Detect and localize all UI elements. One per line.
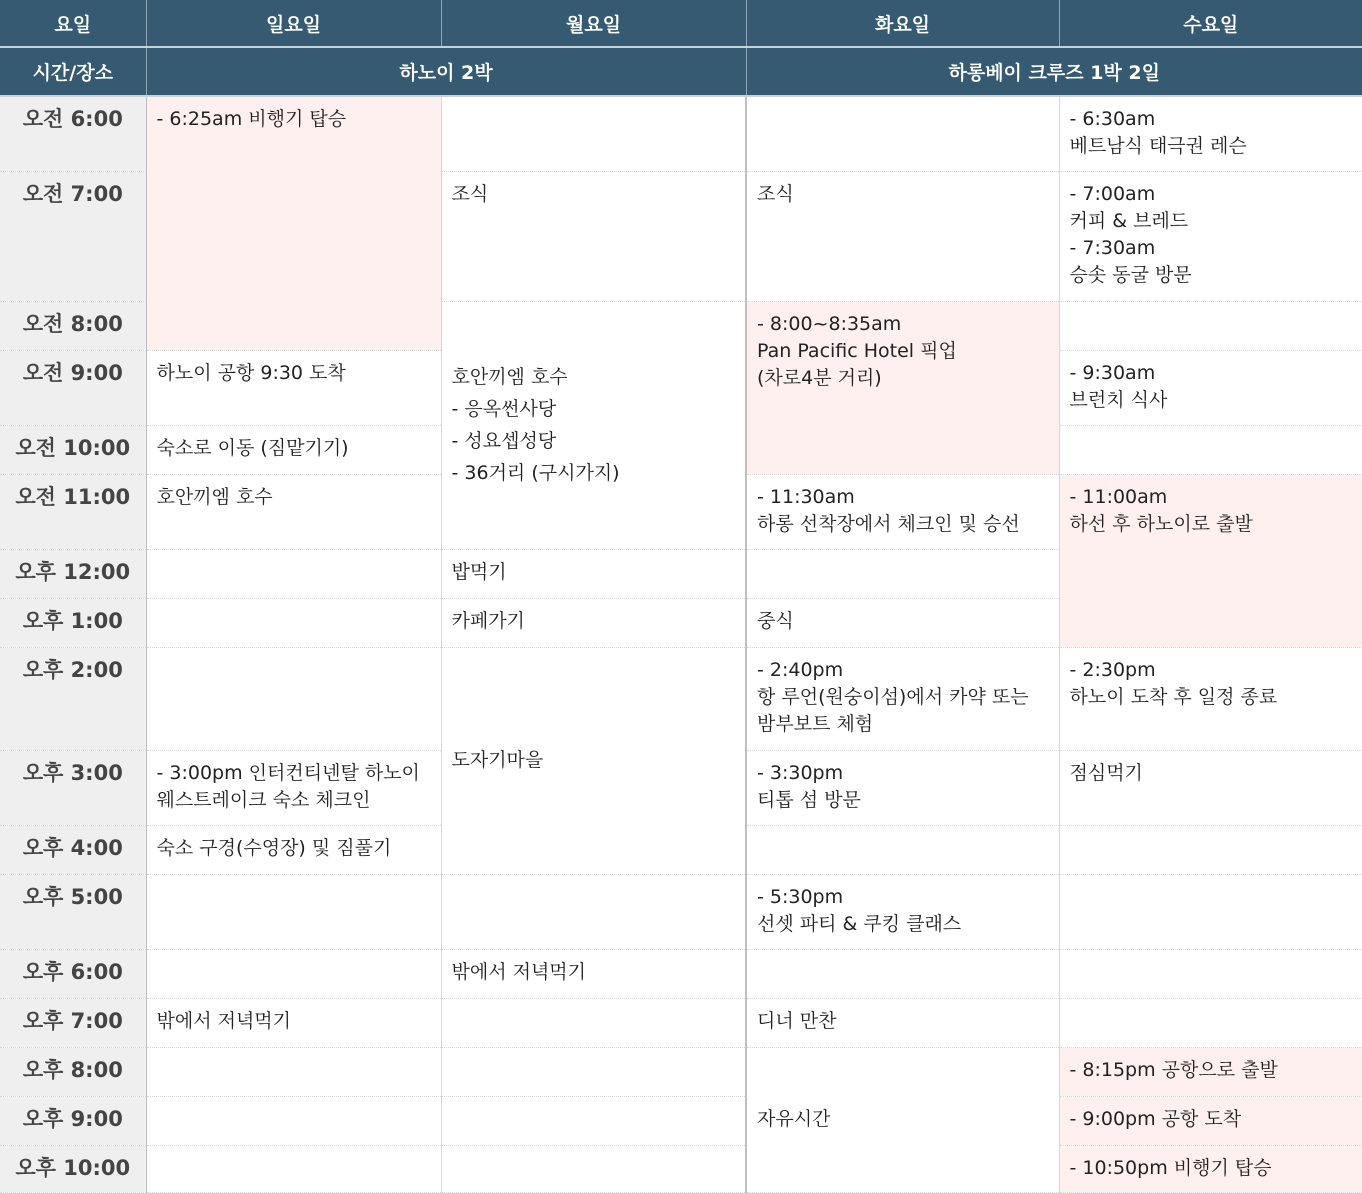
wed-airport-depart: - 8:15pm 공항으로 출발 (1059, 1047, 1362, 1096)
cruise-label: 하롱베이 크루즈 1박 2일 (746, 47, 1362, 96)
time-cell: 오전 10:00 (0, 425, 146, 474)
wed-empty (1059, 301, 1362, 350)
wed-depart (1059, 474, 1362, 647)
tue-titop (746, 750, 1059, 825)
sun-empty (146, 1096, 441, 1145)
time-cell: 오전 8:00 (0, 301, 146, 350)
tue-checkin-time: - 11:30am (757, 485, 855, 508)
time-cell: 오후 10:00 (0, 1145, 146, 1192)
time-cell: 오후 8:00 (0, 1047, 146, 1096)
mon-lake-title: 호안끼엠 호수 (451, 365, 568, 388)
day-label: 요일 (0, 0, 146, 47)
sun-explore: 숙소 구경(수영장) 및 짐풀기 (146, 825, 441, 874)
sun-dinner: 밖에서 저녁먹기 (146, 998, 441, 1047)
time-cell: 오후 3:00 (0, 750, 146, 825)
time-cell: 오후 5:00 (0, 874, 146, 949)
row-2200 (0, 1145, 1362, 1192)
mon-empty (441, 874, 746, 949)
wed-brunch (1059, 350, 1362, 425)
time-cell: 오전 7:00 (0, 171, 146, 301)
mon-empty (441, 1096, 746, 1145)
wed-depart-text: 하선 후 하노이로 출발 (1069, 512, 1253, 535)
row-1800 (0, 949, 1362, 998)
sun-empty (146, 874, 441, 949)
tue-kayak-text: 항 루언(원숭이섬)에서 카약 또는 밤부보트 체험 (757, 685, 1029, 735)
mon-breakfast: 조식 (441, 171, 746, 301)
row-1700 (0, 874, 1362, 949)
row-1900 (0, 998, 1362, 1047)
wed-empty (1059, 998, 1362, 1047)
tue-kayak-time: - 2:40pm (757, 658, 844, 681)
wed-cave-text: 승솟 동굴 방문 (1069, 263, 1192, 286)
wed-brunch-time: - 9:30am (1069, 361, 1156, 384)
sun-empty (146, 549, 441, 598)
tue-empty (746, 96, 1059, 171)
time-cell: 오후 12:00 (0, 549, 146, 598)
wed-end (1059, 647, 1362, 750)
day-monday: 월요일 (441, 0, 746, 47)
wed-coffee (1059, 171, 1362, 301)
mon-lunch: 밥먹기 (441, 549, 746, 598)
tue-titop-text: 티톱 섬 방문 (757, 788, 861, 811)
time-cell: 오전 6:00 (0, 96, 146, 171)
wed-coffee-text: 커피 & 브레드 (1069, 209, 1189, 232)
time-cell: 오후 1:00 (0, 598, 146, 647)
wed-depart-time: - 11:00am (1069, 485, 1168, 508)
wed-taichi-text: 베트남식 태극권 레슨 (1069, 135, 1247, 157)
wed-coffee-time: - 7:00am (1069, 182, 1156, 205)
tue-checkin (746, 474, 1059, 549)
sun-empty (146, 949, 441, 998)
tue-empty (746, 825, 1059, 874)
tue-checkin-text: 하롱 선착장에서 체크인 및 승선 (757, 512, 1020, 535)
tue-breakfast: 조식 (746, 171, 1059, 301)
sun-move: 숙소로 이동 (짐맡기기) (146, 425, 441, 474)
time-cell: 오후 4:00 (0, 825, 146, 874)
tue-pickup (746, 301, 1059, 474)
tue-party-text: 선셋 파티 & 쿠킹 클래스 (757, 912, 962, 935)
day-sunday: 일요일 (146, 0, 441, 47)
tue-free: 자유시간 (746, 1047, 1059, 1192)
wed-cave-time: - 7:30am (1069, 236, 1156, 259)
hanoi-label: 하노이 2박 (146, 47, 746, 96)
day-tuesday: 화요일 (746, 0, 1059, 47)
sun-lake: 호안끼엠 호수 (146, 474, 441, 549)
mon-empty (441, 96, 746, 171)
mon-empty (441, 1145, 746, 1192)
mon-lake-item: - 응옥썬사당 (451, 397, 557, 420)
tue-pickup-text: Pan Pacific Hotel 픽업 (757, 339, 957, 362)
row-2000 (0, 1047, 1362, 1096)
sun-checkin: - 3:00pm 인터컨티넨탈 하노이 웨스트레이크 숙소 체크인 (146, 750, 441, 825)
header-row-places (0, 47, 1362, 96)
day-wednesday: 수요일 (1059, 0, 1362, 47)
mon-cafe: 카페가기 (441, 598, 746, 647)
sun-empty (146, 647, 441, 750)
mon-lake (441, 301, 746, 549)
row-0600 (0, 96, 1362, 171)
wed-empty (1059, 949, 1362, 998)
time-cell: 오전 9:00 (0, 350, 146, 425)
mon-lake-item: - 36거리 (구시가지) (451, 461, 620, 484)
mon-lake-item: - 성요셉성당 (451, 429, 557, 452)
wed-taichi (1059, 96, 1362, 171)
mon-dinner: 밖에서 저녁먹기 (441, 949, 746, 998)
sun-flight: - 6:25am 비행기 탑승 (146, 96, 441, 350)
tue-party (746, 874, 1059, 949)
tue-dinner: 디너 만찬 (746, 998, 1059, 1047)
wed-empty (1059, 874, 1362, 949)
row-2100 (0, 1096, 1362, 1145)
time-cell: 오후 2:00 (0, 647, 146, 750)
tue-party-time: - 5:30pm (757, 885, 844, 908)
tue-empty (746, 949, 1059, 998)
time-cell: 오후 6:00 (0, 949, 146, 998)
time-cell: 오전 11:00 (0, 474, 146, 549)
wed-flight: - 10:50pm 비행기 탑승 (1059, 1145, 1362, 1192)
header-row-days (0, 0, 1362, 47)
wed-airport-arrive: - 9:00pm 공항 도착 (1059, 1096, 1362, 1145)
sun-empty (146, 598, 441, 647)
tue-kayak (746, 647, 1059, 750)
time-cell: 오후 7:00 (0, 998, 146, 1047)
wed-brunch-text: 브런치 식사 (1069, 388, 1168, 411)
mon-empty (441, 1047, 746, 1096)
tue-pickup-note: (차로4분 거리) (757, 366, 882, 389)
time-place-label: 시간/장소 (0, 47, 146, 96)
tue-lunch: 중식 (746, 598, 1059, 647)
time-cell: 오후 9:00 (0, 1096, 146, 1145)
mon-empty (441, 998, 746, 1047)
sun-empty (146, 1145, 441, 1192)
wed-taichi-time: - 6:30am (1069, 108, 1156, 130)
tue-titop-time: - 3:30pm (757, 761, 844, 784)
tue-empty (746, 549, 1059, 598)
tue-pickup-time: - 8:00~8:35am (757, 312, 902, 335)
wed-end-text: 하노이 도착 후 일정 종료 (1069, 685, 1278, 708)
sun-empty (146, 1047, 441, 1096)
sun-arrive: 하노이 공항 9:30 도착 (146, 350, 441, 425)
wed-lunch: 점심먹기 (1059, 750, 1362, 825)
wed-empty (1059, 425, 1362, 474)
mon-village: 도자기마을 (441, 647, 746, 874)
wed-empty (1059, 825, 1362, 874)
row-1400 (0, 647, 1362, 750)
wed-end-time: - 2:30pm (1069, 658, 1156, 681)
